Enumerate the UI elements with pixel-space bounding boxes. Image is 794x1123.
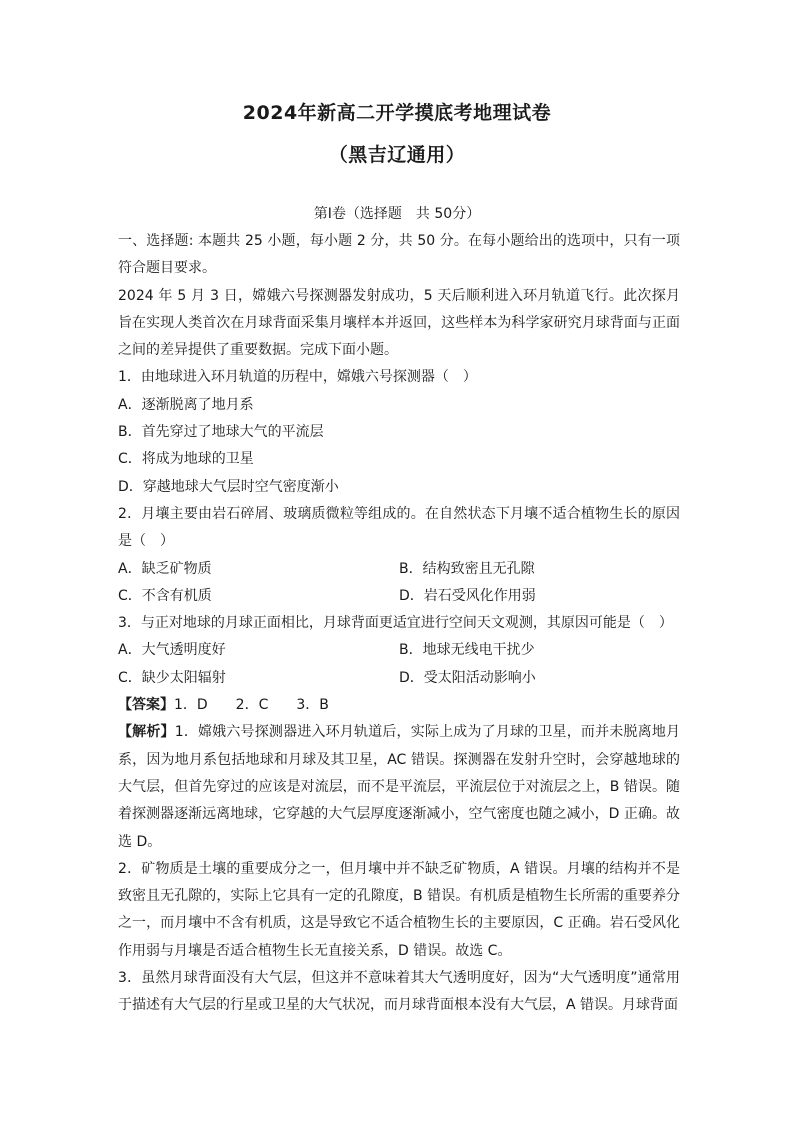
- page-subtitle: （黑吉辽通用）: [328, 144, 466, 166]
- q1-option-c: C．将成为地球的卫星: [118, 451, 254, 468]
- q1-option-b: B．首先穿过了地球大气的平流层: [118, 424, 324, 441]
- answer-line: [118, 692, 680, 719]
- question-2: 2．月壤主要由岩石碎屑、玻璃质微粒等组成的。在自然状态下月壤不适合植物生长的原因是（ ）: [118, 505, 680, 550]
- q3-options-row-1: [118, 637, 680, 664]
- analysis-label: 【解析】: [118, 724, 175, 741]
- q3-option-c: C．缺少太阳辐射: [118, 669, 226, 686]
- instructions: 一、选择题: 本题共 25 小题，每小题 2 分，共 50 分。在每小题给出的选项中，只有一项符合题目要求。: [118, 233, 680, 277]
- q3-option-a: A．大气透明度好: [118, 642, 226, 659]
- answer-text: 1．D 2．C 3．B: [174, 697, 329, 714]
- question-1: 1．由地球进入环月轨道的历程中，嫦娥六号探测器（ ）: [118, 369, 477, 386]
- q3-option-b: B．地球无线电干扰少: [399, 642, 535, 659]
- q1-option-d: D．穿越地球大气层时空气密度渐小: [118, 478, 339, 495]
- q3-options-row-2: [118, 665, 680, 692]
- q2-option-a: A．缺乏矿物质: [118, 560, 212, 577]
- q2-option-d: D．岩石受风化作用弱: [399, 587, 536, 604]
- section-title: 第Ⅰ卷（选择题 共 50分）: [313, 206, 481, 222]
- analysis-2: 2．矿物质是土壤的重要成分之一，但月壤中并不缺乏矿物质，A 错误。月壤的结构并不是致密且无孔隙的，实际上它具有一定的孔隙度，B 错误。有机质是植物生长所需的重要养分之一，而月壤中不含有机质，这是导致它不适合植物生长的主要原因，C 正确。岩石受风化作用弱与月壤是否适合植物生长无直接关系，D 错误。故选 C。: [118, 860, 680, 959]
- analysis-1: [118, 719, 680, 855]
- answer-label: 【答案】: [118, 697, 174, 714]
- q2-options-row-1: [118, 556, 680, 583]
- q2-options-row-2: [118, 583, 680, 610]
- question-3: 3．与正对地球的月球正面相比，月球背面更适宜进行空间天文观测，其原因可能是（ ）: [118, 615, 673, 632]
- exam-content: [118, 228, 680, 1020]
- q3-option-d: D．受太阳活动影响小: [399, 669, 536, 686]
- q1-option-a: A．逐渐脱离了地月系: [118, 396, 254, 413]
- analysis-3: 3．虽然月球背面没有大气层，但这并不意味着其大气透明度好，因为“大气透明度”通常用于描述有大气层的行星或卫星的大气状况，而月球背面根本没有大气层，A 错误。月球背面: [118, 970, 680, 1014]
- analysis-1-text: 1．嫦娥六号探测器进入环月轨道后，实际上成为了月球的卫星，而并未脱离地月系，因为地月系包括地球和月球及其卫星，AC 错误。探测器在发射升空时，会穿越地球的大气层，但首先穿过的应该是对流层，而不是平流层，平流层位于对流层之上，B 错误。随着探测器逐渐远离地球，它穿越的大气层厚度逐渐减小，空气密度也随之减小，D 正确。故选 D。: [118, 724, 681, 850]
- page-title: 2024年新高二开学摸底考地理试卷: [242, 102, 552, 124]
- q2-option-c: C．不含有机质: [118, 587, 212, 604]
- q2-option-b: B．结构致密且无孔隙: [399, 560, 535, 577]
- question-stem: 2024 年 5 月 3 日，嫦娥六号探测器发射成功，5 天后顺利进入环月轨道飞行。此次探月旨在实现人类首次在月球背面采集月壤样本并返回，这些样本为科学家研究月球背面与正面之间的差异提供了重要数据。完成下面小题。: [118, 287, 680, 359]
